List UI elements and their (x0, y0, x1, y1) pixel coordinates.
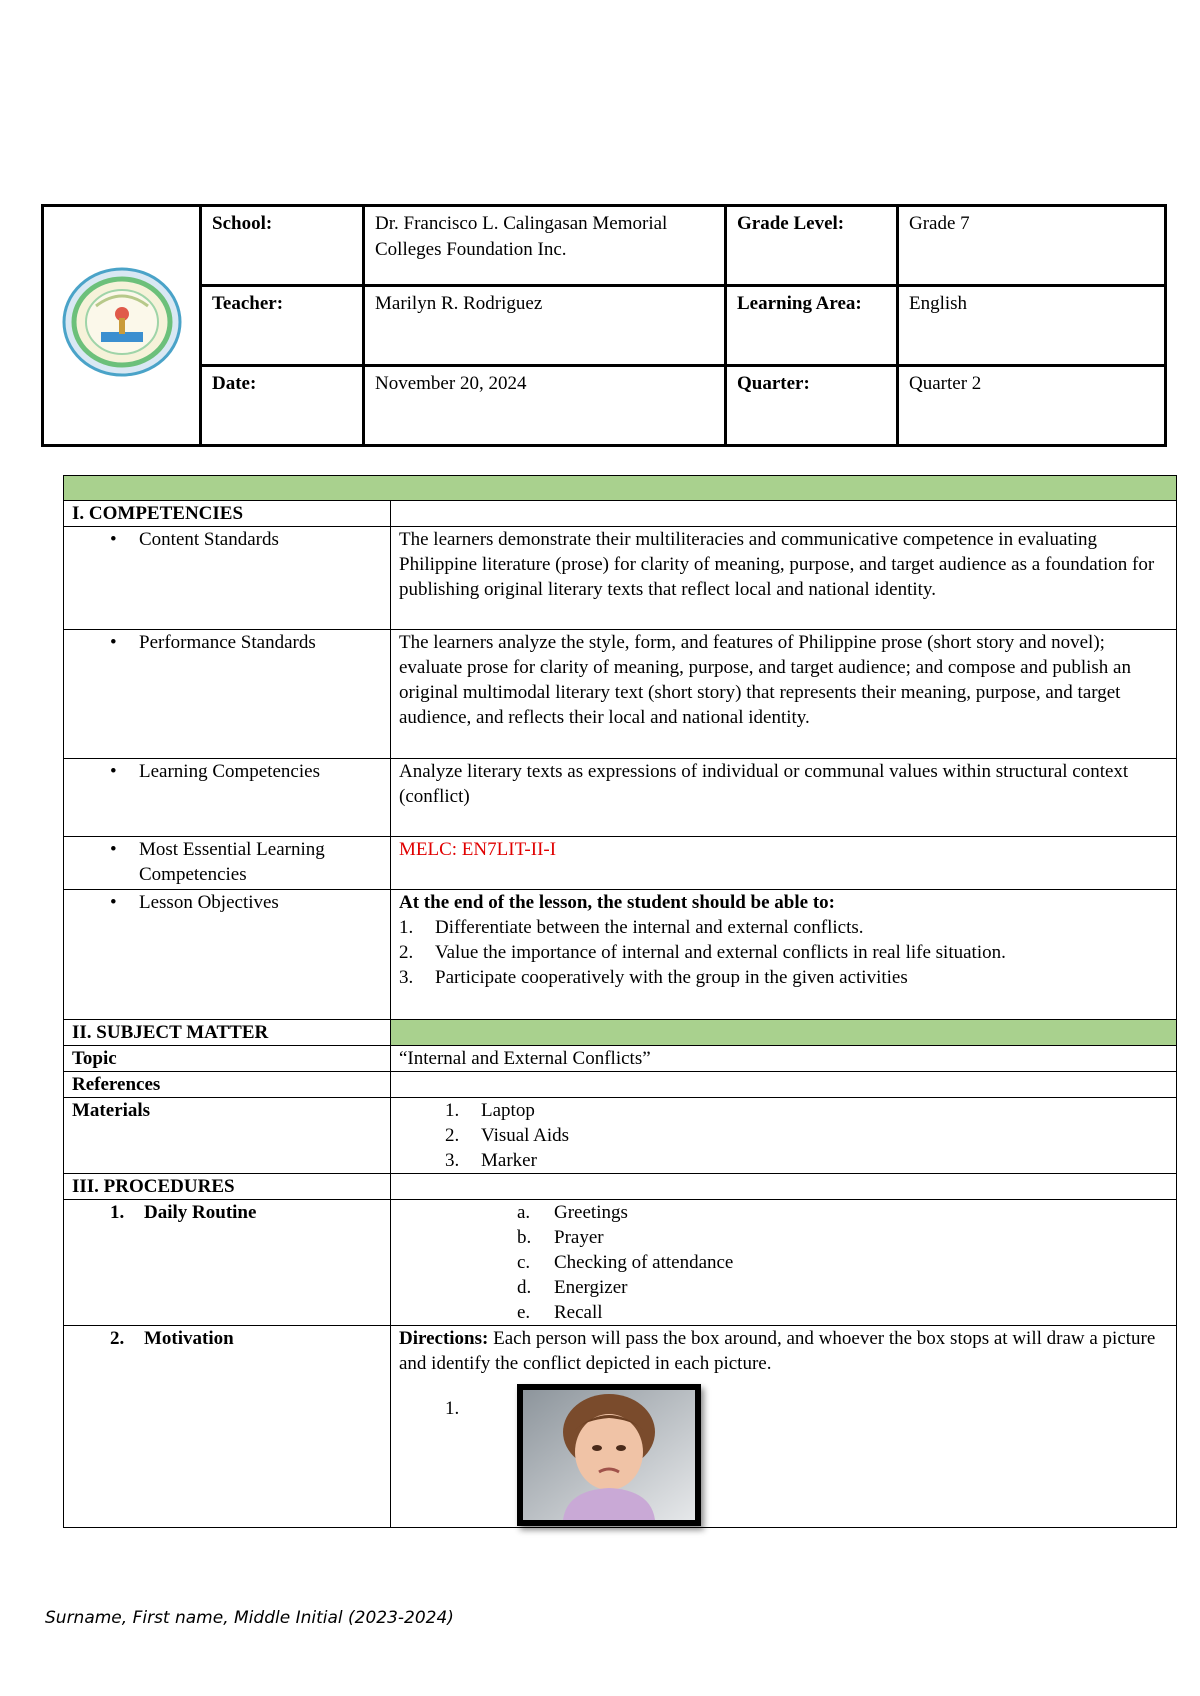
list-item: 1. Laptop (445, 1100, 535, 1121)
motivation-row (64, 1326, 1177, 1528)
directions-text: Directions: Each person will pass the box around, and whoever the box stops at will draw a picture and identify the conflict depicted in each picture. (399, 1328, 1156, 1374)
daily-routine-label: 1. Daily Routine (64, 1200, 391, 1326)
materials-cell (391, 1098, 1177, 1174)
lesson-plan-table (63, 475, 1177, 1528)
materials-list (399, 1098, 1168, 1173)
objectives-list (399, 915, 1168, 990)
procedures-heading: III. PROCEDURES (64, 1174, 391, 1200)
grade-level-label: Grade Level: (726, 206, 898, 286)
list-item: 2. Visual Aids (445, 1125, 570, 1146)
picture-number: 1. (445, 1398, 460, 1419)
header-table (41, 204, 1167, 447)
content-standards-label: • Content Standards (64, 527, 391, 630)
melc-label: • Most Essential Learning Competencies (64, 837, 391, 890)
school-value: Dr. Francisco L. Calingasan Memorial Colleges Foundation Inc. (364, 206, 726, 286)
performance-standards-row (64, 630, 1177, 759)
list-item: e. Recall (517, 1302, 603, 1323)
topic-value: “Internal and External Conflicts” (391, 1046, 1177, 1072)
topic-label: Topic (64, 1046, 391, 1072)
list-item: b. Prayer (517, 1227, 604, 1248)
learning-competencies-label: • Learning Competencies (64, 759, 391, 837)
list-item: d. Energizer (517, 1277, 628, 1298)
picture-item (399, 1384, 1168, 1524)
daily-routine-row (64, 1200, 1177, 1326)
motivation-label: 2. Motivation (64, 1326, 391, 1528)
procedures-row (64, 1174, 1177, 1200)
content-standards-row (64, 527, 1177, 630)
routine-list (399, 1200, 1168, 1325)
competencies-heading: I. COMPETENCIES (64, 501, 391, 527)
learning-competencies-text: Analyze literary texts as expressions of individual or communal values within structural context (conflict) (391, 759, 1177, 837)
crying-child-picture (517, 1384, 701, 1526)
green-header-row (64, 476, 1177, 501)
materials-label: Materials (64, 1098, 391, 1174)
school-logo-cell (43, 206, 201, 446)
learning-area-label: Learning Area: (726, 286, 898, 366)
list-item: 3. Participate cooperatively with the group in the given activities (399, 967, 908, 988)
competencies-row (64, 501, 1177, 527)
school-label: School: (201, 206, 364, 286)
list-item: 2. Value the importance of internal and external conflicts in real life situation. (399, 942, 1006, 963)
performance-standards-text: The learners analyze the style, form, and features of Philippine prose (short story and novel); evaluate prose for clarity of meaning, purpose, and target audience; and compose and publish an original multimodal literary text (short story) that represents their meaning, purpose, and target audience, and reflects their local and national identity. (391, 630, 1177, 759)
crying-child-image-icon (523, 1390, 695, 1520)
list-item: c. Checking of attendance (517, 1252, 734, 1273)
learning-competencies-row (64, 759, 1177, 837)
date-label: Date: (201, 366, 364, 446)
subject-matter-heading: II. SUBJECT MATTER (64, 1020, 391, 1046)
references-label: References (64, 1072, 391, 1098)
teacher-label: Teacher: (201, 286, 364, 366)
list-item: 1. Differentiate between the internal and external conflicts. (399, 917, 864, 938)
objectives-intro: At the end of the lesson, the student should be able to: (399, 892, 835, 913)
lesson-objectives-label: • Lesson Objectives (64, 890, 391, 1020)
lesson-objectives-row (64, 890, 1177, 1020)
melc-row (64, 837, 1177, 890)
content-standards-text: The learners demonstrate their multiliteracies and communicative competence in evaluating Philippine literature (prose) for clarity of meaning, purpose, and target audience as a foundation for publishing original literary texts that reflect local and national identity. (391, 527, 1177, 630)
list-item: a. Greetings (517, 1202, 628, 1223)
melc-code: MELC: EN7LIT-II-I (391, 837, 1177, 890)
teacher-value: Marilyn R. Rodriguez (364, 286, 726, 366)
date-value: November 20, 2024 (364, 366, 726, 446)
references-row (64, 1072, 1177, 1098)
performance-standards-label: • Performance Standards (64, 630, 391, 759)
learning-area-value: English (898, 286, 1166, 366)
daily-routine-cell (391, 1200, 1177, 1326)
subject-matter-row (64, 1020, 1177, 1046)
topic-row (64, 1046, 1177, 1072)
quarter-value: Quarter 2 (898, 366, 1166, 446)
lesson-objectives-cell (391, 890, 1177, 1020)
school-logo-icon (61, 266, 183, 378)
footer-text: Surname, First name, Middle Initial (2023-2024) (45, 1608, 454, 1628)
grade-level-value: Grade 7 (898, 206, 1166, 286)
motivation-cell (391, 1326, 1177, 1528)
materials-row (64, 1098, 1177, 1174)
list-item: 3. Marker (445, 1150, 537, 1171)
quarter-label: Quarter: (726, 366, 898, 446)
